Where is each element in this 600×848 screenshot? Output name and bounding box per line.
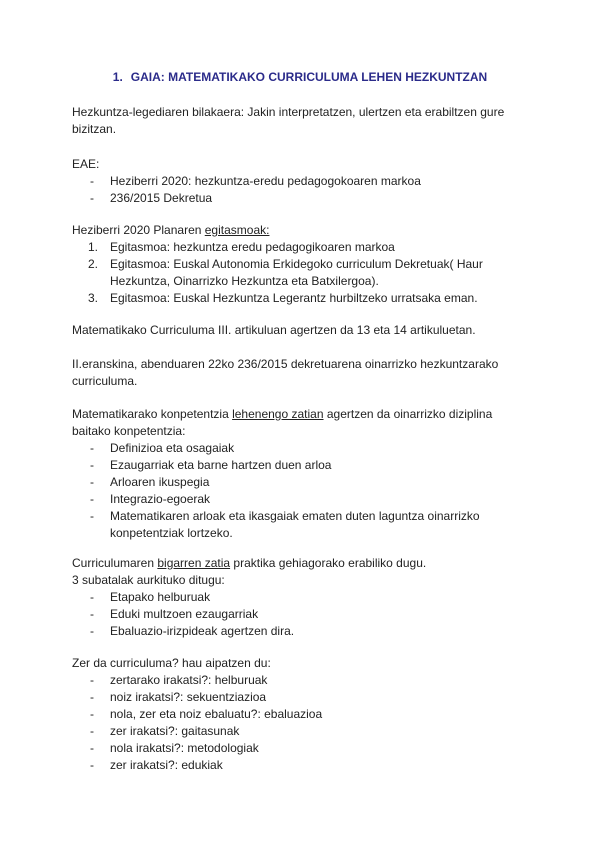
subsection-list [72,589,532,640]
list-item: - 236/2015 Dekretua [90,191,213,205]
underlined-text: egitasmoak: [204,223,270,237]
list-item: - Integrazio-egoerak [90,492,211,506]
title-text: GAIA: MATEMATIKAKO CURRICULUMA LEHEN HEZKUNTZAN [130,70,488,84]
list-item: - nola irakatsi?: metodologiak [90,741,259,755]
konpetentzia-list [72,440,532,542]
list-item: - Matematikaren arloak eta ikasgaiak ematen duten laguntza oinarrizko konpetentziak lortzeko. [90,509,480,540]
list-item: - Arloaren ikuspegia [90,475,210,489]
second-part-heading: Curriculumaren bigarren zatia praktika gehiagorako erabiliko dugu. [72,556,427,570]
zer-da-section [72,655,532,774]
intro-paragraph: Hezkuntza-legediaren bilakaera: Jakin interpretatzen, ulertzen eta erabiltzen gure bizitzan. [72,105,505,136]
list-item: 1. Egitasmoa: hezkuntza eredu pedagogikoaren markoa [88,240,395,254]
zer-da-list [72,672,532,774]
list-item: 2. Egitasmoa: Euskal Autonomia Erkidegoko curriculum Dekretuak( Haur Hezkuntza, Oinarrizko Hezkuntza eta Batxilergoa). [88,257,483,288]
list-item: - Definizioa eta osagaiak [90,441,235,455]
list-item: - Etapako helburuak [90,590,211,604]
underlined-text: bigarren zatia [157,556,231,570]
annex-paragraph: II.eranskina, abenduaren 22ko 236/2015 dekretuarena oinarrizko hezkuntzarako curriculuma. [72,357,499,388]
konpetentzia-section [72,406,532,542]
eae-section [72,156,532,207]
list-item: - zer irakatsi?: gaitasunak [90,724,240,738]
list-item: - Heziberri 2020: hezkuntza-eredu pedagogokoaren markoa [90,174,421,188]
articles-paragraph: Matematikako Curriculuma III. artikuluan agertzen da 13 eta 14 artikuluetan. [72,323,476,337]
list-item: - Eduki multzoen ezaugarriak [90,607,259,621]
list-item: - Ebaluazio-irizpideak agertzen dira. [90,624,295,638]
eae-list [72,173,532,207]
list-item: - nola, zer eta noiz ebaluatu?: ebaluazioa [90,707,323,721]
heziberri-heading: Heziberri 2020 Planaren egitasmoak: [72,223,270,237]
heziberri-section [72,222,532,307]
eae-label: EAE: [72,157,100,171]
list-item: 3. Egitasmoa: Euskal Hezkuntza Legerantz hurbiltzeko urratsaka eman. [88,291,478,305]
subsection-count: 3 subatalak aurkituko ditugu: [72,573,225,587]
konpetentzia-heading: Matematikarako konpetentzia lehenengo zatian agertzen da oinarrizko diziplina baitako konpetentzia: [72,407,493,438]
heziberri-list [72,239,532,307]
zer-da-heading: Zer da curriculuma? hau aipatzen du: [72,656,271,670]
title-number: 1. [112,70,123,84]
page-title [0,70,600,84]
list-item: - Ezaugarriak eta barne hartzen duen arloa [90,458,332,472]
underlined-text: lehenengo zatian [232,407,324,421]
list-item: - noiz irakatsi?: sekuentziazioa [90,690,267,704]
list-item: - zertarako irakatsi?: helburuak [90,673,268,687]
second-part-section [72,555,532,640]
list-item: - zer irakatsi?: edukiak [90,758,223,772]
